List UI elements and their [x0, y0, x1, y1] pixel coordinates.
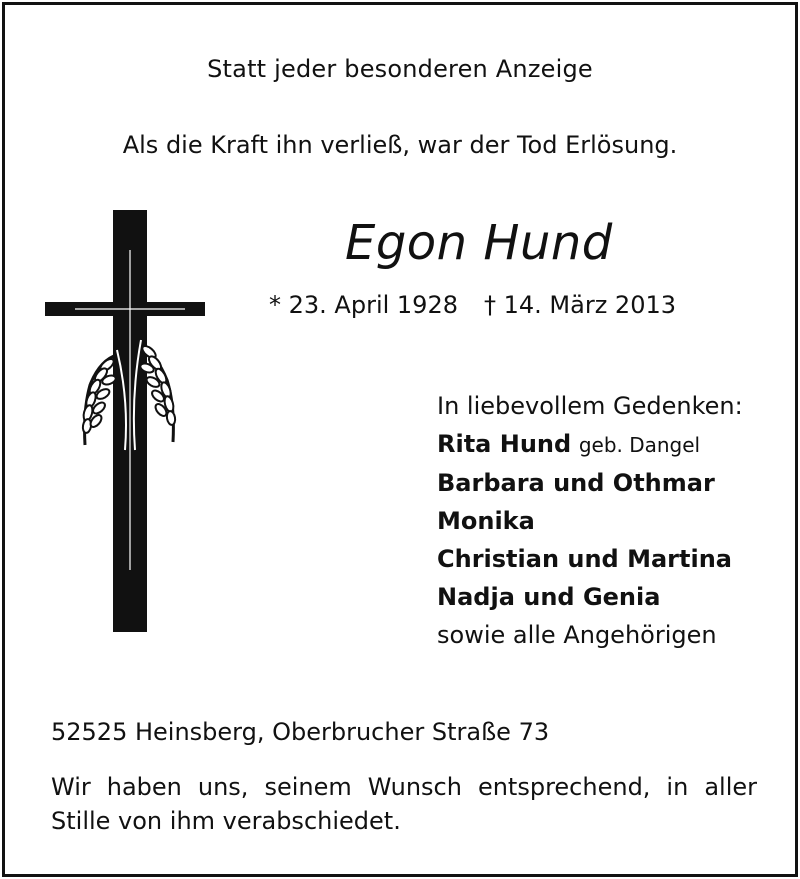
mourner-row: Barbara und Othmar	[437, 469, 715, 497]
cross-svg	[45, 210, 209, 634]
address-line: 52525 Heinsberg, Oberbrucher Straße 73	[51, 718, 550, 746]
mourner-row: Nadja und Genia	[437, 583, 661, 611]
birth-date: * 23. April 1928	[269, 291, 458, 319]
life-dates	[269, 291, 676, 319]
mourners-outro: sowie alle Angehörigen	[437, 621, 717, 649]
deceased-name: Egon Hund	[345, 215, 613, 271]
mourners-block	[437, 387, 743, 654]
quote-line: Als die Kraft ihn verließ, war der Tod Erlösung.	[122, 131, 678, 159]
mourners-intro: In liebevollem Gedenken:	[437, 392, 743, 420]
cross-with-wheat-icon	[45, 210, 209, 638]
obituary-frame	[2, 2, 798, 877]
mourner-note: geb. Dangel	[578, 433, 701, 457]
notice-header: Statt jeder besonderen Anzeige	[207, 55, 593, 83]
mourner-row	[437, 425, 743, 464]
mourner-row: Monika	[437, 507, 535, 535]
closing-text: Wir haben uns, seinem Wunsch entsprechend, in aller Stille von ihm verabschiedet.	[51, 773, 757, 835]
mourner-row: Christian und Martina	[437, 545, 732, 573]
death-date: † 14. März 2013	[484, 291, 677, 319]
mourner-name: Rita Hund	[437, 430, 572, 458]
